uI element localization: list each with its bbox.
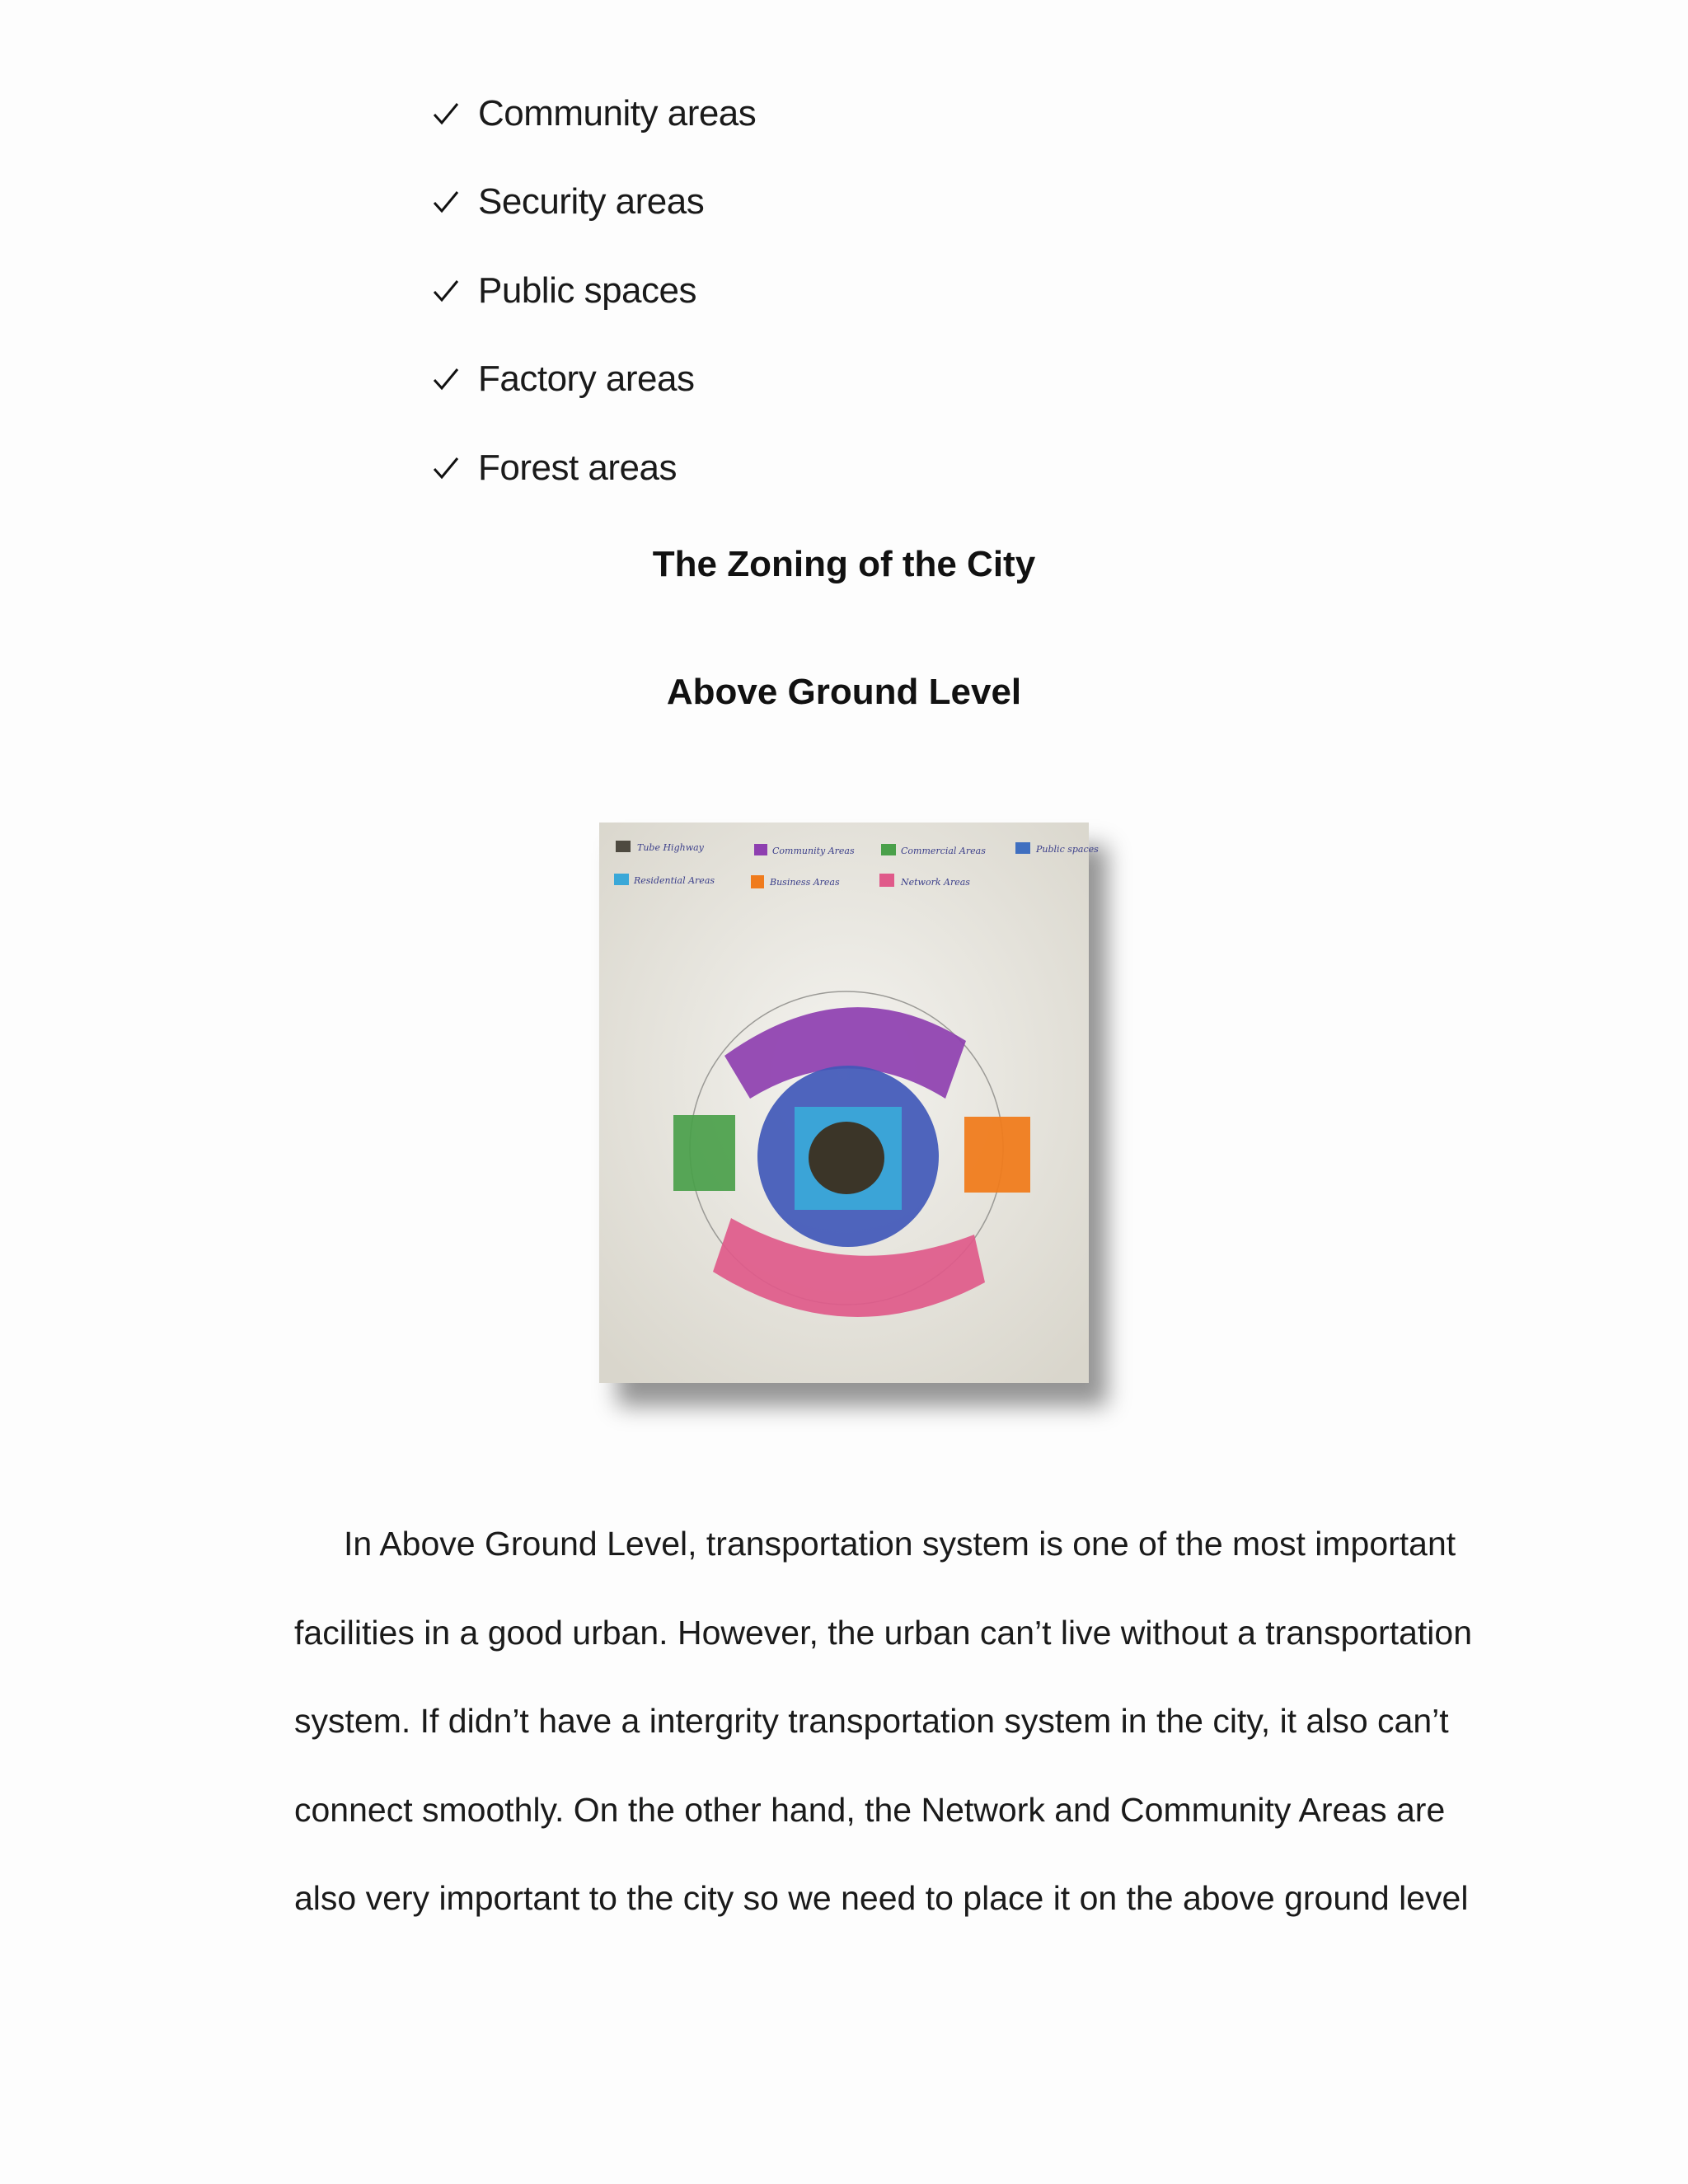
checkmark-icon [432,365,460,393]
checklist-item-label: Factory areas [478,359,695,400]
legend-swatch [754,844,767,855]
legend-entry [1015,842,1099,855]
checkmark-icon [432,454,460,482]
zoning-drawing [599,823,1099,1383]
checklist-item [432,246,756,335]
checklist-item [432,335,756,424]
zoning-drawing-figure [599,823,1099,1383]
checklist-item [432,158,756,247]
legend-label: Commercial Areas [901,846,986,856]
legend-label: Business Areas [770,877,840,888]
commercial-block [673,1115,735,1191]
legend-label: Network Areas [901,877,970,888]
paragraph-line: also very important to the city so we need to place it on the above ground level [294,1879,1469,1917]
checklist-item-label: Forest areas [478,447,677,488]
legend-swatch [614,874,629,885]
legend-swatch [616,841,631,852]
legend-label: Community Areas [772,846,855,856]
checklist-item [432,424,756,513]
checkmark-icon [432,188,460,216]
checkmark-icon [432,277,460,305]
legend-label: Public spaces [1036,844,1099,855]
checklist-item-label: Public spaces [478,269,696,311]
paragraph-line: facilities in a good urban. However, the urban can’t live without a transportation [294,1613,1472,1652]
checklist-item-label: Security areas [478,181,705,223]
legend-swatch [1015,842,1030,854]
zone-checklist [432,69,756,513]
legend-swatch [879,874,894,887]
legend-label: Residential Areas [634,875,715,886]
paragraph-line: connect smoothly. On the other hand, the Network and Community Areas are [294,1790,1446,1829]
checkmark-icon [432,100,460,128]
checklist-item-label: Community areas [478,92,757,134]
body-paragraph [294,1500,1489,1943]
checklist-item [432,69,756,158]
legend-swatch [751,875,764,888]
legend-label: Tube Highway [637,842,704,853]
paragraph-line: system. If didn’t have a intergrity transportation system in the city, it also can’t [294,1702,1449,1740]
paragraph-line: In Above Ground Level, transportation system is one of the most important [344,1525,1456,1563]
section-subtitle: Above Ground Level [666,672,1022,712]
tube-highway-core [809,1122,884,1194]
business-block [964,1117,1030,1193]
legend-entry [616,841,705,853]
section-title: The Zoning of the City [652,544,1036,584]
legend-swatch [881,844,896,855]
